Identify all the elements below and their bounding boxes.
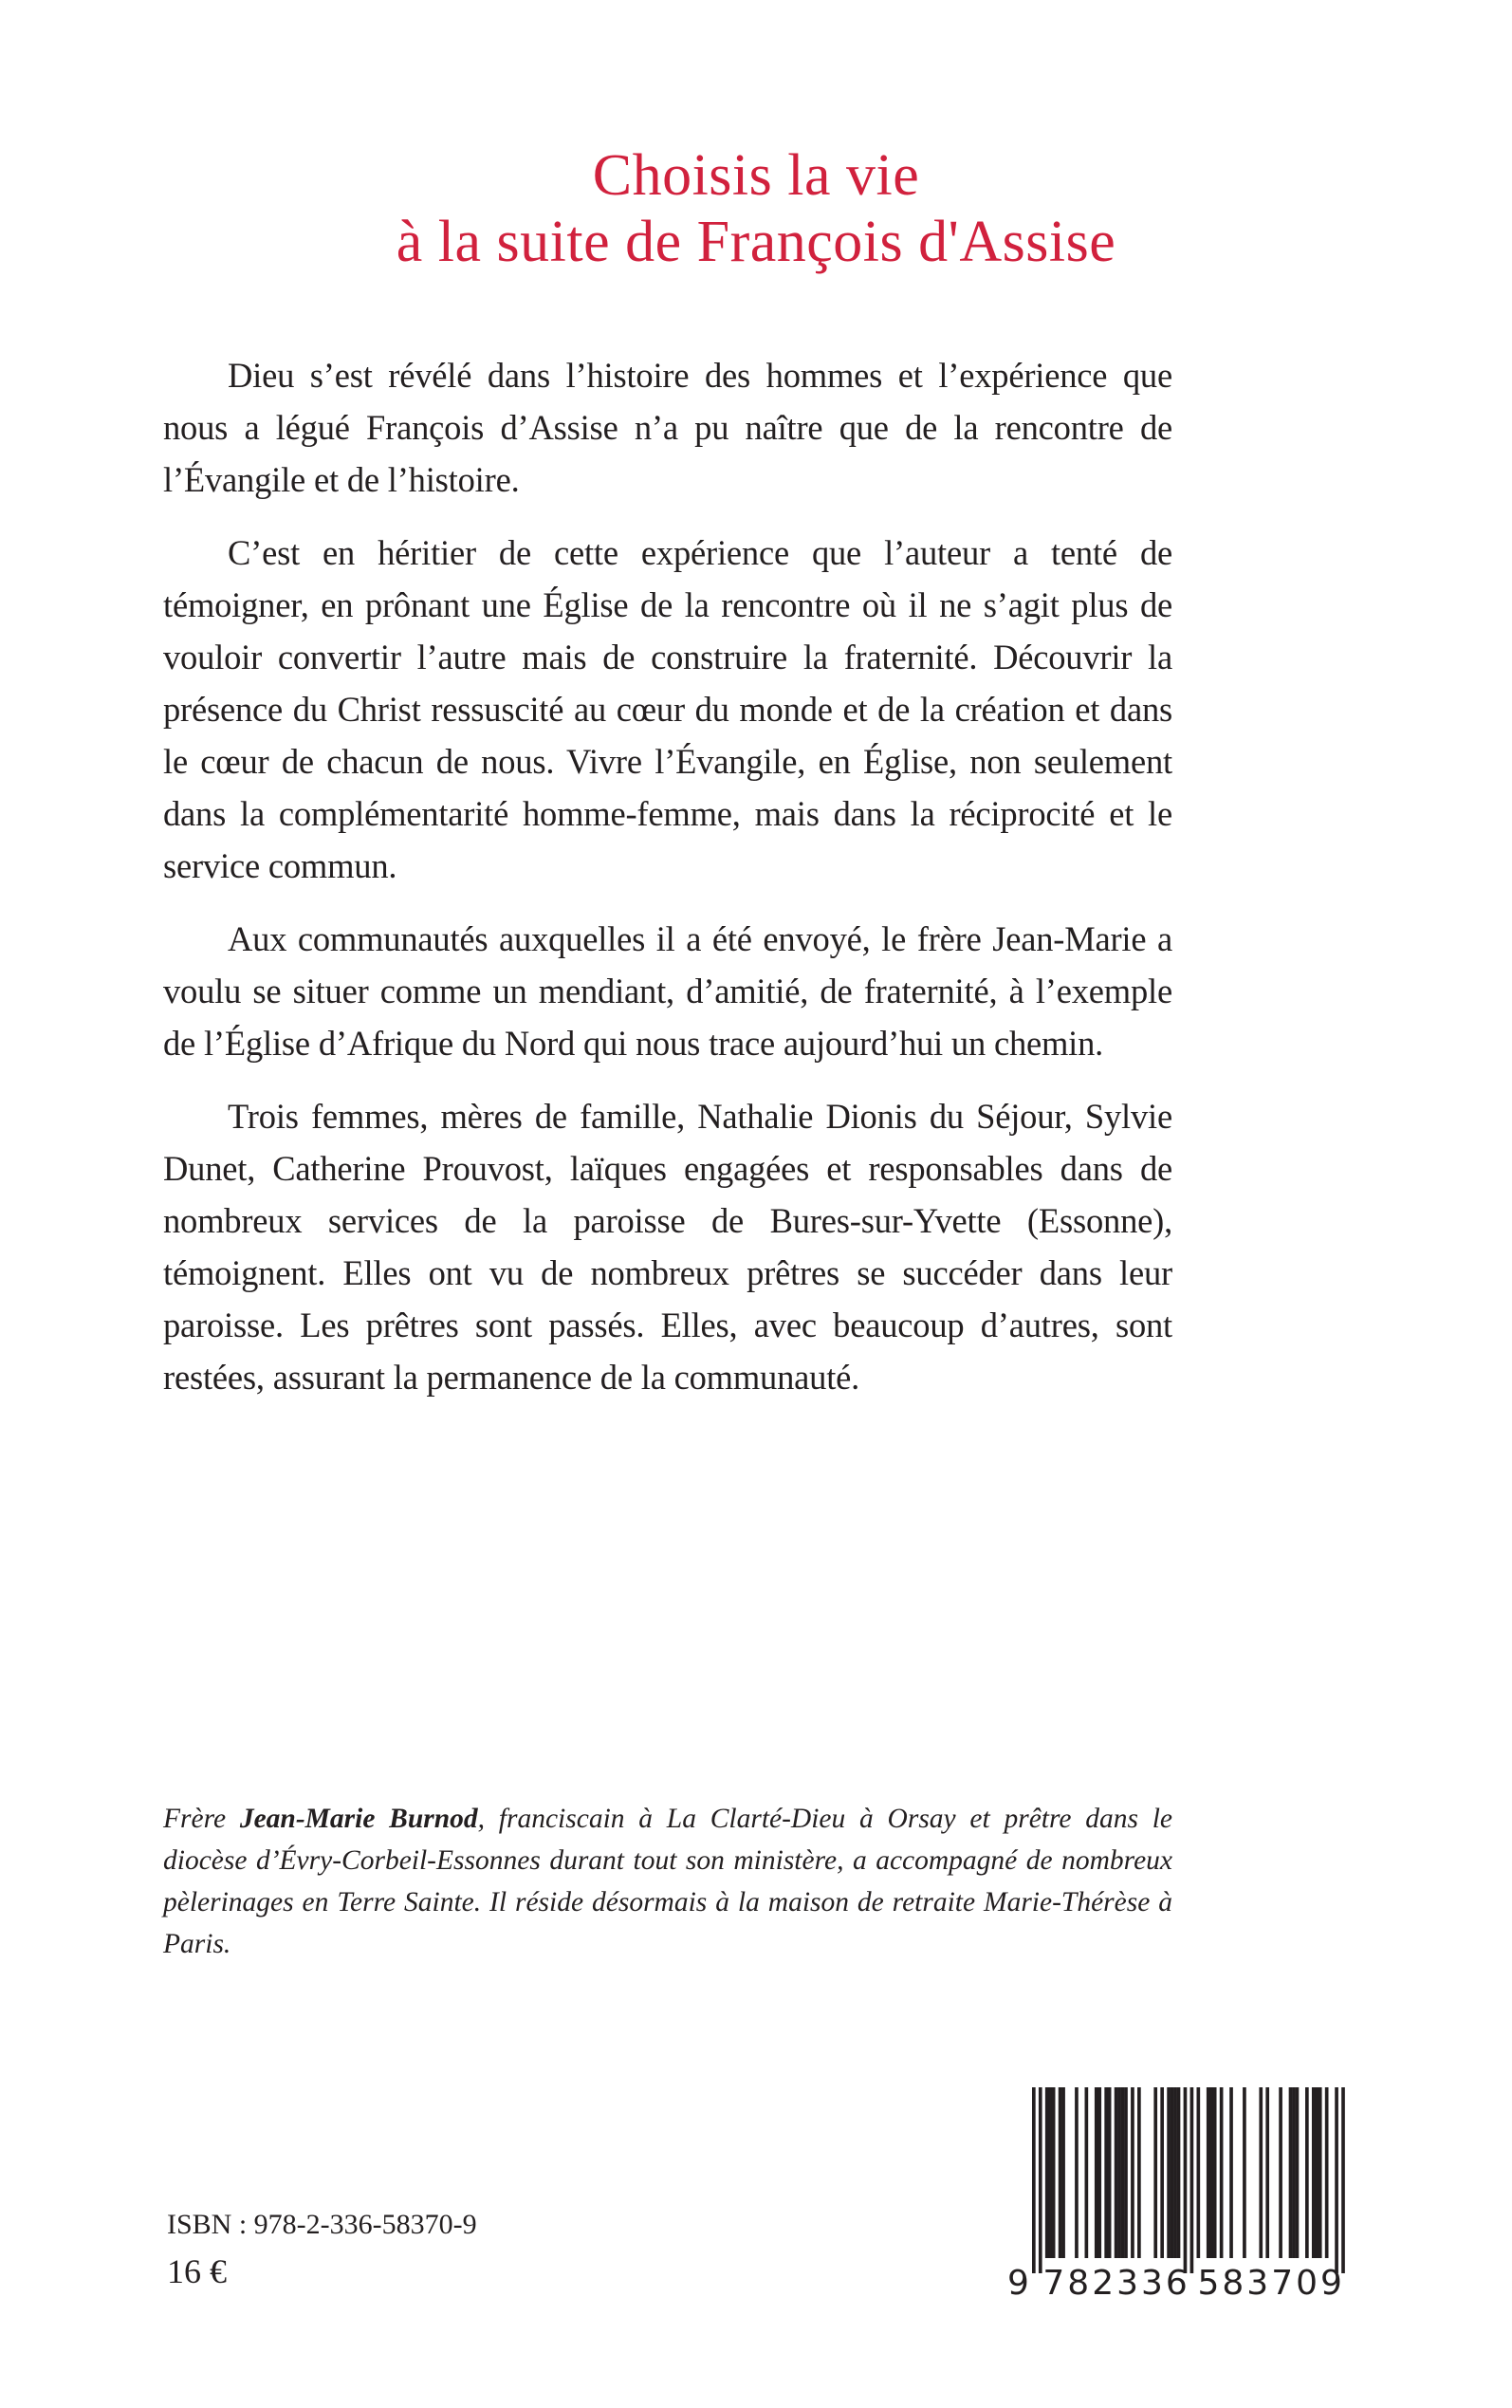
svg-text:782336: 782336 [1042, 2264, 1190, 2303]
book-title [0, 142, 1512, 275]
svg-text:583709: 583709 [1197, 2264, 1345, 2303]
svg-text:9: 9 [1007, 2264, 1032, 2303]
blurb-paragraph-3: Aux communautés auxquelles il a été envoyé, le frère Jean-Marie a voulu se situer comme un mendiant, d’amitié, de fraternité, à l’exemple de l’Église d’Afrique du Nord qui nous trace aujourd’hui un chemin. [163, 919, 1172, 1063]
blurb [163, 349, 1172, 1424]
barcode-icon [1005, 2078, 1366, 2306]
isbn-label: ISBN : 978-2-336-58370-9 [167, 2209, 477, 2240]
title-line-1: Choisis la vie [592, 143, 920, 208]
author-name: Jean-Marie Burnod [239, 1804, 478, 1834]
blurb-paragraph-4: Trois femmes, mères de famille, Nathalie Dionis du Séjour, Sylvie Dunet, Catherine Prouvost, laïques engagées et responsables dans de nombreux services de la paroisse de Bures-sur-Yvette (Essonne), témoignent. Elles ont vu de nombreux prêtres se succéder dans leur paroisse. Les prêtres sont passés. Elles, avec beaucoup d’autres, sont restées, assurant la permanence de la communauté. [163, 1097, 1172, 1397]
title-line-2: à la suite de François d'Assise [396, 210, 1116, 274]
bio-prefix: Frère [163, 1804, 240, 1834]
blurb-paragraph-2: C’est en héritier de cette expérience que l’auteur a tenté de témoigner, en prônant une Église de la rencontre où il ne s’agit plus de vouloir convertir l’autre mais de construire la fraternité. Découvrir la présence du Christ ressuscité au cœur du monde et de la création et dans le cœur de chacun de nous. Vivre l’Évangile, en Église, non seulement dans la complémentarité homme-femme, mais dans la réciprocité et le service commun. [163, 533, 1172, 885]
blurb-paragraph-1: Dieu s’est révélé dans l’histoire des hommes et l’expérience que nous a légué François d’Assise n’a pu naître que de la rencontre de l’Évangile et de l’histoire. [163, 356, 1172, 499]
bio-text: , franciscain à La Clarté-Dieu à Orsay et prêtre dans le diocèse d’Évry-Corbeil-Essonnes durant tout son ministère, a accompagné de nombreux pèlerinages en Terre Sainte. Il réside désormais à la maison de retraite Marie-Thérèse à Paris. [163, 1804, 1173, 1959]
barcode [1005, 2078, 1366, 2306]
author-bio [163, 1798, 1172, 1965]
price-label: 16 € [167, 2252, 227, 2290]
